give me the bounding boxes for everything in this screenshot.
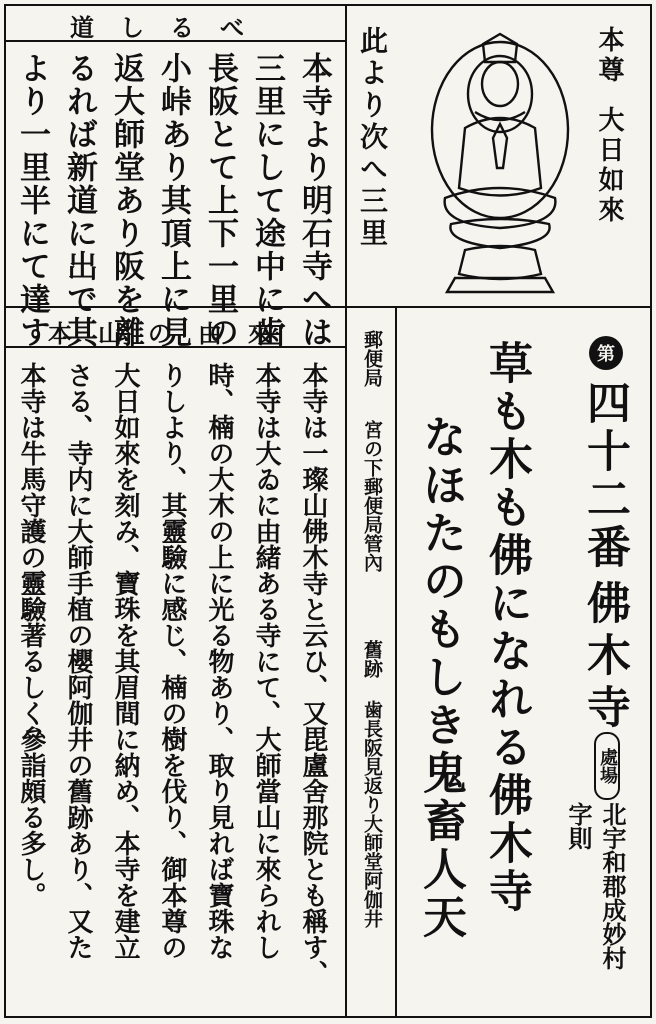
location-line-1: 北宇和郡成妙村 (598, 802, 627, 970)
road-column-3: 長阪とて上下一里の (202, 52, 238, 349)
origin-column-3: 時、楠の大木の上に光る物あり、取り見れば寶珠な (204, 362, 234, 960)
temple-number: 四十二番 (579, 380, 630, 572)
temple-number-badge (589, 336, 623, 370)
temple-number-badge-label: 第 (597, 344, 615, 365)
road-column-5: 返大師堂あり阪を離 (108, 52, 144, 349)
place-label-bracket (594, 732, 620, 800)
road-header: 道しるべ (70, 13, 270, 42)
origin-column-4: りしより、其靈驗に感じ、楠の樹を伐り、御本尊の (157, 362, 187, 960)
center-divider (345, 4, 347, 1018)
post-office-text: 宮の下郵便局管內 (361, 420, 383, 572)
road-column-7: より一里半にて達す (14, 52, 50, 349)
origin-column-2: 本寺は大ゐに由緒ある寺にて、大師當山に來られし (251, 362, 281, 960)
ruins-text: 歯長阪見返り大師堂阿伽井 (361, 700, 383, 928)
notes-divider (395, 306, 397, 1018)
road-column-2: 三里にして途中に歯 (249, 52, 285, 349)
honzon-label: 本尊 (594, 26, 624, 86)
origin-column-7: 本寺は牛馬守護の靈驗著るしく參詣頗る多し。 (16, 362, 46, 908)
poem-line-1: 草も木も佛になれる佛木寺 (481, 340, 532, 916)
dainichi-nyorai-statue-icon (415, 28, 585, 298)
road-column-4: 小峠あり其頂上に見 (155, 52, 191, 349)
origin-column-1: 本寺は一璨山佛木寺と云ひ、又毘盧舍那院とも稱す、 (298, 362, 328, 986)
place-label: 處場 (597, 748, 618, 784)
ruins-label: 舊跡 (361, 640, 383, 678)
road-column-6: るれば新道に出で其 (61, 52, 97, 349)
origin-header: 本山の由來 (48, 319, 298, 348)
distance-note: 此より次へ三里 (356, 26, 389, 250)
road-column-1: 本寺より明石寺へは (296, 52, 332, 349)
post-office-label: 郵便局 (361, 330, 383, 387)
honzon-name: 大日如來 (594, 106, 624, 226)
temple-name: 佛木寺 (579, 580, 630, 736)
poem-line-2: なほたのもしき鬼畜人天 (415, 414, 466, 942)
origin-column-6: さる、寺内に大師手植の櫻阿伽井の舊跡あり、又た (63, 362, 93, 960)
location-line-2: 字則 (564, 802, 593, 850)
origin-column-5: 大日如來を刻み、寶珠を其眉間に納め、本寺を建立 (110, 362, 140, 960)
